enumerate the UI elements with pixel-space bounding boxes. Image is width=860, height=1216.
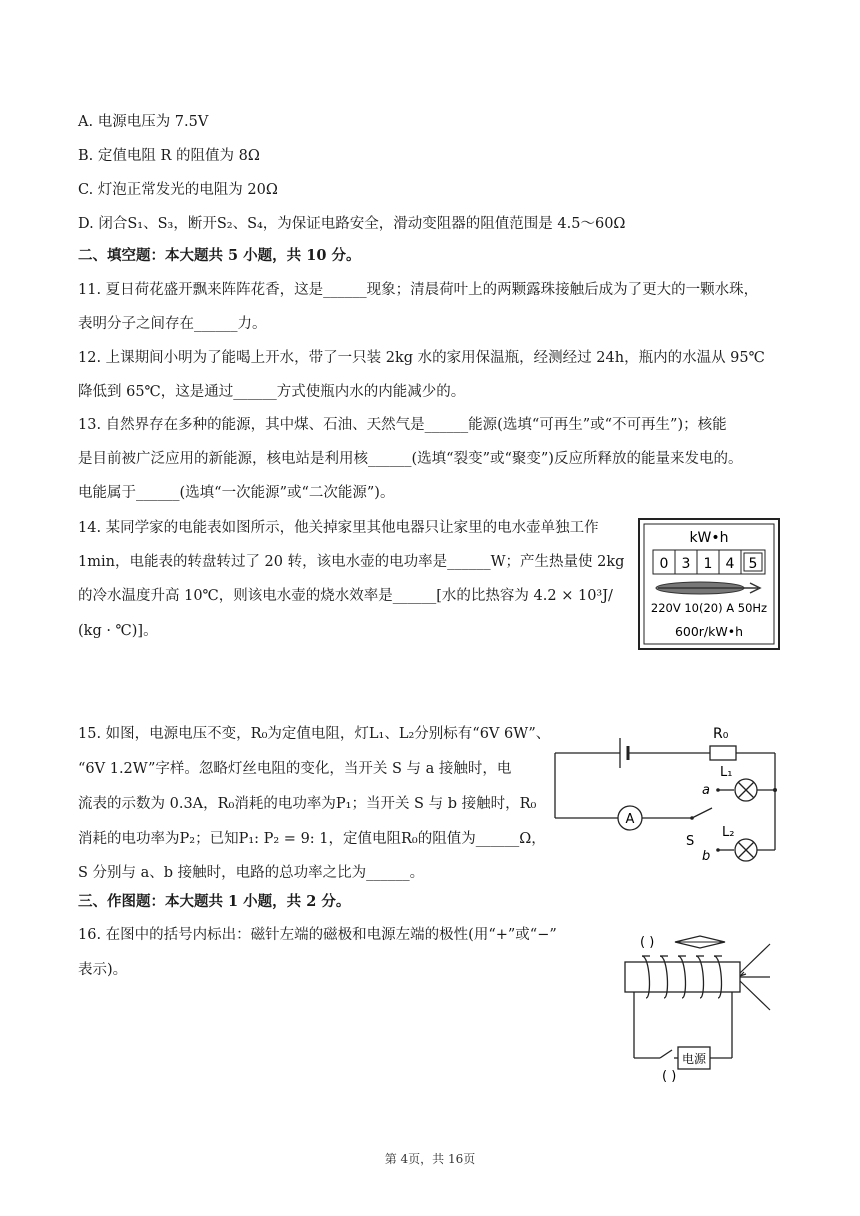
power-label: 电源 bbox=[681, 1052, 707, 1066]
meter-digit-5: 5 bbox=[748, 556, 758, 572]
q15-line5: S 分别与 a、b 接触时，电路的总功率之比为______。 bbox=[78, 865, 425, 881]
l1-label: L₁ bbox=[720, 765, 733, 780]
top-bracket: ( ) bbox=[640, 935, 655, 950]
q12-line1: 12. 上课期间小明为了能喝上开水，带了一只装 2kg 水的家用保温瓶，经测经过 24h，瓶内的水温从 95℃ bbox=[78, 350, 765, 366]
r0-label: R₀ bbox=[713, 726, 729, 742]
q13-line1: 13. 自然界存在多种的能源，其中煤、石油、天然气是______能源(选填“可再生”或“不可再生”)；核能 bbox=[78, 417, 727, 433]
q14-line2: 1min，电能表的转盘转过了 20 转，该电水壶的电功率是______W；产生热量使 2kg bbox=[78, 554, 625, 570]
q15-line4: 消耗的电功率为P₂；已知P₁: P₂ = 9: 1，定值电阻R₀的阻值为______Ω， bbox=[78, 831, 546, 847]
option-a: A. 电源电压为 7.5V bbox=[78, 114, 209, 130]
q14-line1: 14. 某同学家的电能表如图所示，他关掉家里其他电器只让家里的电水壶单独工作 bbox=[78, 520, 599, 536]
q15-line2: “6V 1.2W”字样。忽略灯丝电阻的变化，当开关 S 与 a 接触时，电 bbox=[78, 761, 512, 777]
q16-line1: 16. 在图中的括号内标出：磁针左端的磁极和电源左端的极性(用“+”或“−” bbox=[78, 927, 557, 943]
option-d: D. 闭合S₁、S₃，断开S₂、S₄，为保证电路安全，滑动变阻器的阻值范围是 4.5～60Ω bbox=[78, 216, 626, 232]
q13-line2: 是目前被广泛应用的新能源，核电站是利用核______(选填“裂变”或“聚变”)反应所释放的能量来发电的。 bbox=[78, 451, 743, 467]
meter-digit-1: 0 bbox=[659, 556, 669, 572]
b-label: b bbox=[702, 849, 711, 864]
bottom-bracket: ( ) bbox=[662, 1069, 677, 1084]
meter-spec: 220V 10(20) A 50Hz bbox=[650, 601, 768, 615]
section-3-heading: 三、作图题：本大题共 1 小题，共 2 分。 bbox=[78, 893, 351, 910]
q11-line1: 11. 夏日荷花盛开飘来阵阵花香，这是______现象；清晨荷叶上的两颗露珠接触后成为了更大的一颗水珠， bbox=[78, 282, 759, 298]
q15-line1: 15. 如图，电源电压不变，R₀为定值电阻，灯L₁、L₂分别标有“6V 6W”、 bbox=[78, 726, 551, 742]
meter-digit-3: 1 bbox=[703, 556, 713, 572]
q14-line3: 的冷水温度升高 10℃，则该电水壶的烧水效率是______[水的比热容为 4.2 × 10³J/ bbox=[78, 588, 613, 604]
energy-meter-figure bbox=[638, 518, 780, 650]
solenoid-figure bbox=[620, 928, 805, 1088]
meter-rev: 600r/kW•h bbox=[674, 624, 744, 639]
q12-line2: 降低到 65℃，这是通过______方式使瓶内水的内能减少的。 bbox=[78, 384, 466, 400]
section-2-heading: 二、填空题：本大题共 5 小题，共 10 分。 bbox=[78, 247, 361, 264]
meter-digit-2: 3 bbox=[681, 556, 691, 572]
meter-unit: kW•h bbox=[689, 530, 729, 546]
q15-line3: 流表的示数为 0.3A，R₀消耗的电功率为P₁；当开关 S 与 b 接触时，R₀ bbox=[78, 796, 537, 812]
option-c: C. 灯泡正常发光的电阻为 20Ω bbox=[78, 182, 278, 198]
option-b: B. 定值电阻 R 的阻值为 8Ω bbox=[78, 148, 260, 164]
circuit-diagram bbox=[550, 718, 790, 873]
page-footer: 第 4页，共 16页 bbox=[384, 1152, 476, 1166]
q16-line2: 表示)。 bbox=[78, 962, 128, 978]
q11-line2: 表明分子之间存在______力。 bbox=[78, 316, 267, 332]
meter-digit-4: 4 bbox=[725, 556, 735, 572]
q14-line4: (kg · ℃)]。 bbox=[78, 623, 158, 639]
l2-label: L₂ bbox=[722, 825, 735, 840]
s-label: S bbox=[686, 834, 695, 849]
a-label: a bbox=[702, 783, 710, 798]
ammeter-label: A bbox=[625, 812, 635, 827]
q13-line3: 电能属于______(选填“一次能源”或“二次能源”)。 bbox=[78, 485, 395, 501]
